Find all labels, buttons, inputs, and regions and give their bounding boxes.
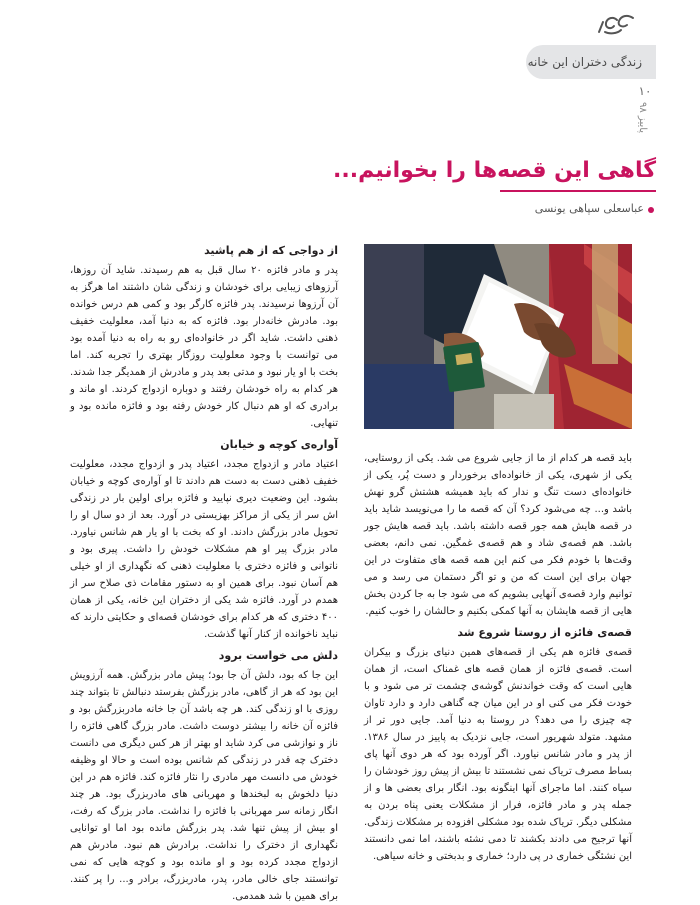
title-underline (500, 190, 656, 192)
intro-paragraph: باید قصه هر کدام از ما از جایی شروع می شد. یکی از روستایی، یکی از شهری، یکی از خانواده‌ای برخوردار و دست پُر، یکی از خانواده‌ای دست تنگ و ندار که باید همیشه هشتش گرو نهش باشد و... چه می‌شود کرد؟ آن که قصه ما را می‌نویسد شاید باید در قصه هایش همه جور قصه داشته باشد. باید قصه هایش جور باشد. هم قصه‌ی شاد و هم قصه‌ی غمگین. نمی دانم، بعضی وقت‌ها با خودم فکر می کنم این همه قصه های متفاوت در این جهان برای این است که من و تو اگر دستمان می رسد و می توانیم وارد قصه‌ی آنهایی بشویم که می شود جا به جا کردن بخش هایی از قصه هایشان به آنها کمکی بکنیم و حالشان را خوب کنیم. (364, 453, 632, 617)
village-paragraph: قصه‌ی فائزه هم یکی از قصه‌های همین دنیای بزرگ و بیکران است. قصه‌ی فائزه از همان قصه های غمناک است، از همان هایی است که وقت خواندنش گوشه‌ی چشمت تر می شود و با خودت فکر می کنی او در این میان چه گناهی دارد و دارد تاوان چه چیزی را می دهد؟ در روستا به دنیا آمد. جایی دور تر از مشهد. متولد شهریور است، جایی نزدیک به پاییز در سال ۱۳۸۶. از پدر و مادر شانس نیاورد. اگر آورده بود که هر دوی آنها پای بساط مصرف تریاک نمی نشستند تا بیش از پیش روز خودشان را سیاه کنند. اما ماجرای آنها اینگونه بود. انگار برای بعضی ها و از جمله پدر و مادر فائزه، فرار از مشکلات یعنی پناه بردن به مشکلی دیگر. تریاک شده بود مشکلی افزوده بر مشکلات زندگی. آنها ترجیح می دادند بکشند تا دمی نشئه باشند، اما نمی دانستند این نشئگی خماری در پی دارد؛ خماری و بدبختی و خانه سیاهی. (364, 647, 632, 862)
issue-strip (635, 84, 655, 154)
longing-paragraph: این جا که بود، دلش آن جا بود؛ پیش مادر بزرگش. همه آرزویش این بود که هر از گاهی، مادر بزرگش بفرستد دنبالش تا بتواند چند روزی با او زندگی کند. هر چه باشد آن جا خانه مادربزرگش بود و فائزه آن خانه را بیشتر دوست داشت. مادر بزرگ گاهی فائزه را ناز و نوازشی می کرد شاید او بهتر از هر کس دیگری می دانست دخترک چه قدر در زندگی کم شانس بوده است و حالا او وظیفه خودش می دانست مهر مادری را نثار فائزه کند. فائزه هم در این دنیا دلخوش به لبخندها و مهربانی های مادربزرگ بود. هر چند انگار زمانه سر مهربانی با فائزه را نداشت. مادر بزرگ که رفت، او بیش از پیش تنها شد. پدر بزرگش مانده بود اما او توانایی نگهداری از دخترک را نداشت. برادرش هم نبود. مادرش هم ازدواج مجدد کرده بود و او مانده بود و کوچه هایی که نمی توانستند جای خالی مادر، پدر، مادربزرگ، برادر و... را پر کنند. برای همین با شد همدمی. (70, 670, 338, 902)
article-title: گاهی این قصه‌ها را بخوانیم... (333, 158, 656, 183)
article-column-right (364, 450, 632, 880)
article-column-left (70, 238, 338, 902)
streets-paragraph: اعتیاد مادر و ازدواج مجدد، اعتیاد پدر و ازدواج مجدد، معلولیت خفیف ذهنی دست به دست هم دادند تا او آواره‌ی کوچه و خیابان بشود. این وضعیت دیری نپایید و فائزه برای اولین بار در زندگی اش سر از یکی از مراکز بهزیستی در آورد. بعد از دو سال او را تحویل مادر بزرگش دادند. او که بخت با او یار هم شانس نیاورد. مادر بزرگ پیر او هم مشکلات خودش را داشت. پیری بود و ناتوانی و فائزه دختری با معلولیت ذهنی که نگهداری از او خیلی هم آسان نبود. برای همین او به دستور مقامات ذی صلاح سر از همدم در آورد. فائزه شد یکی از دختران این خانه، یکی از همان ۴۰۰ دختری که هر کدام برای خودشان قصه‌ای و حکایتی دارند که نباید ناخوانده از کنار آنها گذشت. (70, 459, 338, 640)
issue-date: پاییز ۹۸ (637, 102, 648, 134)
byline-bullet-icon (648, 207, 654, 213)
subheading-marriage: از دواجی که از هم پاشید (204, 244, 338, 257)
section-tab (526, 45, 656, 79)
author-byline: عباسعلی سپاهی یونسی (534, 202, 644, 215)
section-title: زندگی دختران این خانه (527, 55, 642, 69)
subheading-longing: دلش می خواست برود (218, 649, 338, 662)
subheading-streets: آواره‌ی کوچه و خیابان (220, 438, 338, 451)
subheading-village: قصه‌ی فائزه از روستا شروع شد (457, 626, 632, 639)
article-photo (364, 244, 632, 429)
marriage-paragraph: پدر و مادر فائزه ۲۰ سال قبل به هم رسیدند. شاید آن روزها، آرزوهای زیبایی برای خودشان و زندگی شان داشتند اما هرگز به آن آرزوها نرسیدند. پدر فائزه کارگر بود و کمی هم درس خوانده بود. مادرش خانه‌دار بود. فائزه که به دنیا آمد، معلولیت خفیف ذهنی داشت. شاید اگر در خانواده‌ای رو به راه به دنیا آمده بود می توانست با وجود معلولیت روزگار بهتری را تجربه کند. اما بخت با او یار نبود و مدتی بعد پدر و مادرش از همدیگر جدا شدند. هر کدام به راه خودشان رفتند و دوباره ازدواج کردند. او ماند و برادری که او هم دنبال کار خودش رفته بود و فائزه مانده بود و تنهایی. (70, 265, 338, 429)
magazine-logo (597, 12, 637, 38)
page-number: ۱۰ (638, 84, 652, 98)
